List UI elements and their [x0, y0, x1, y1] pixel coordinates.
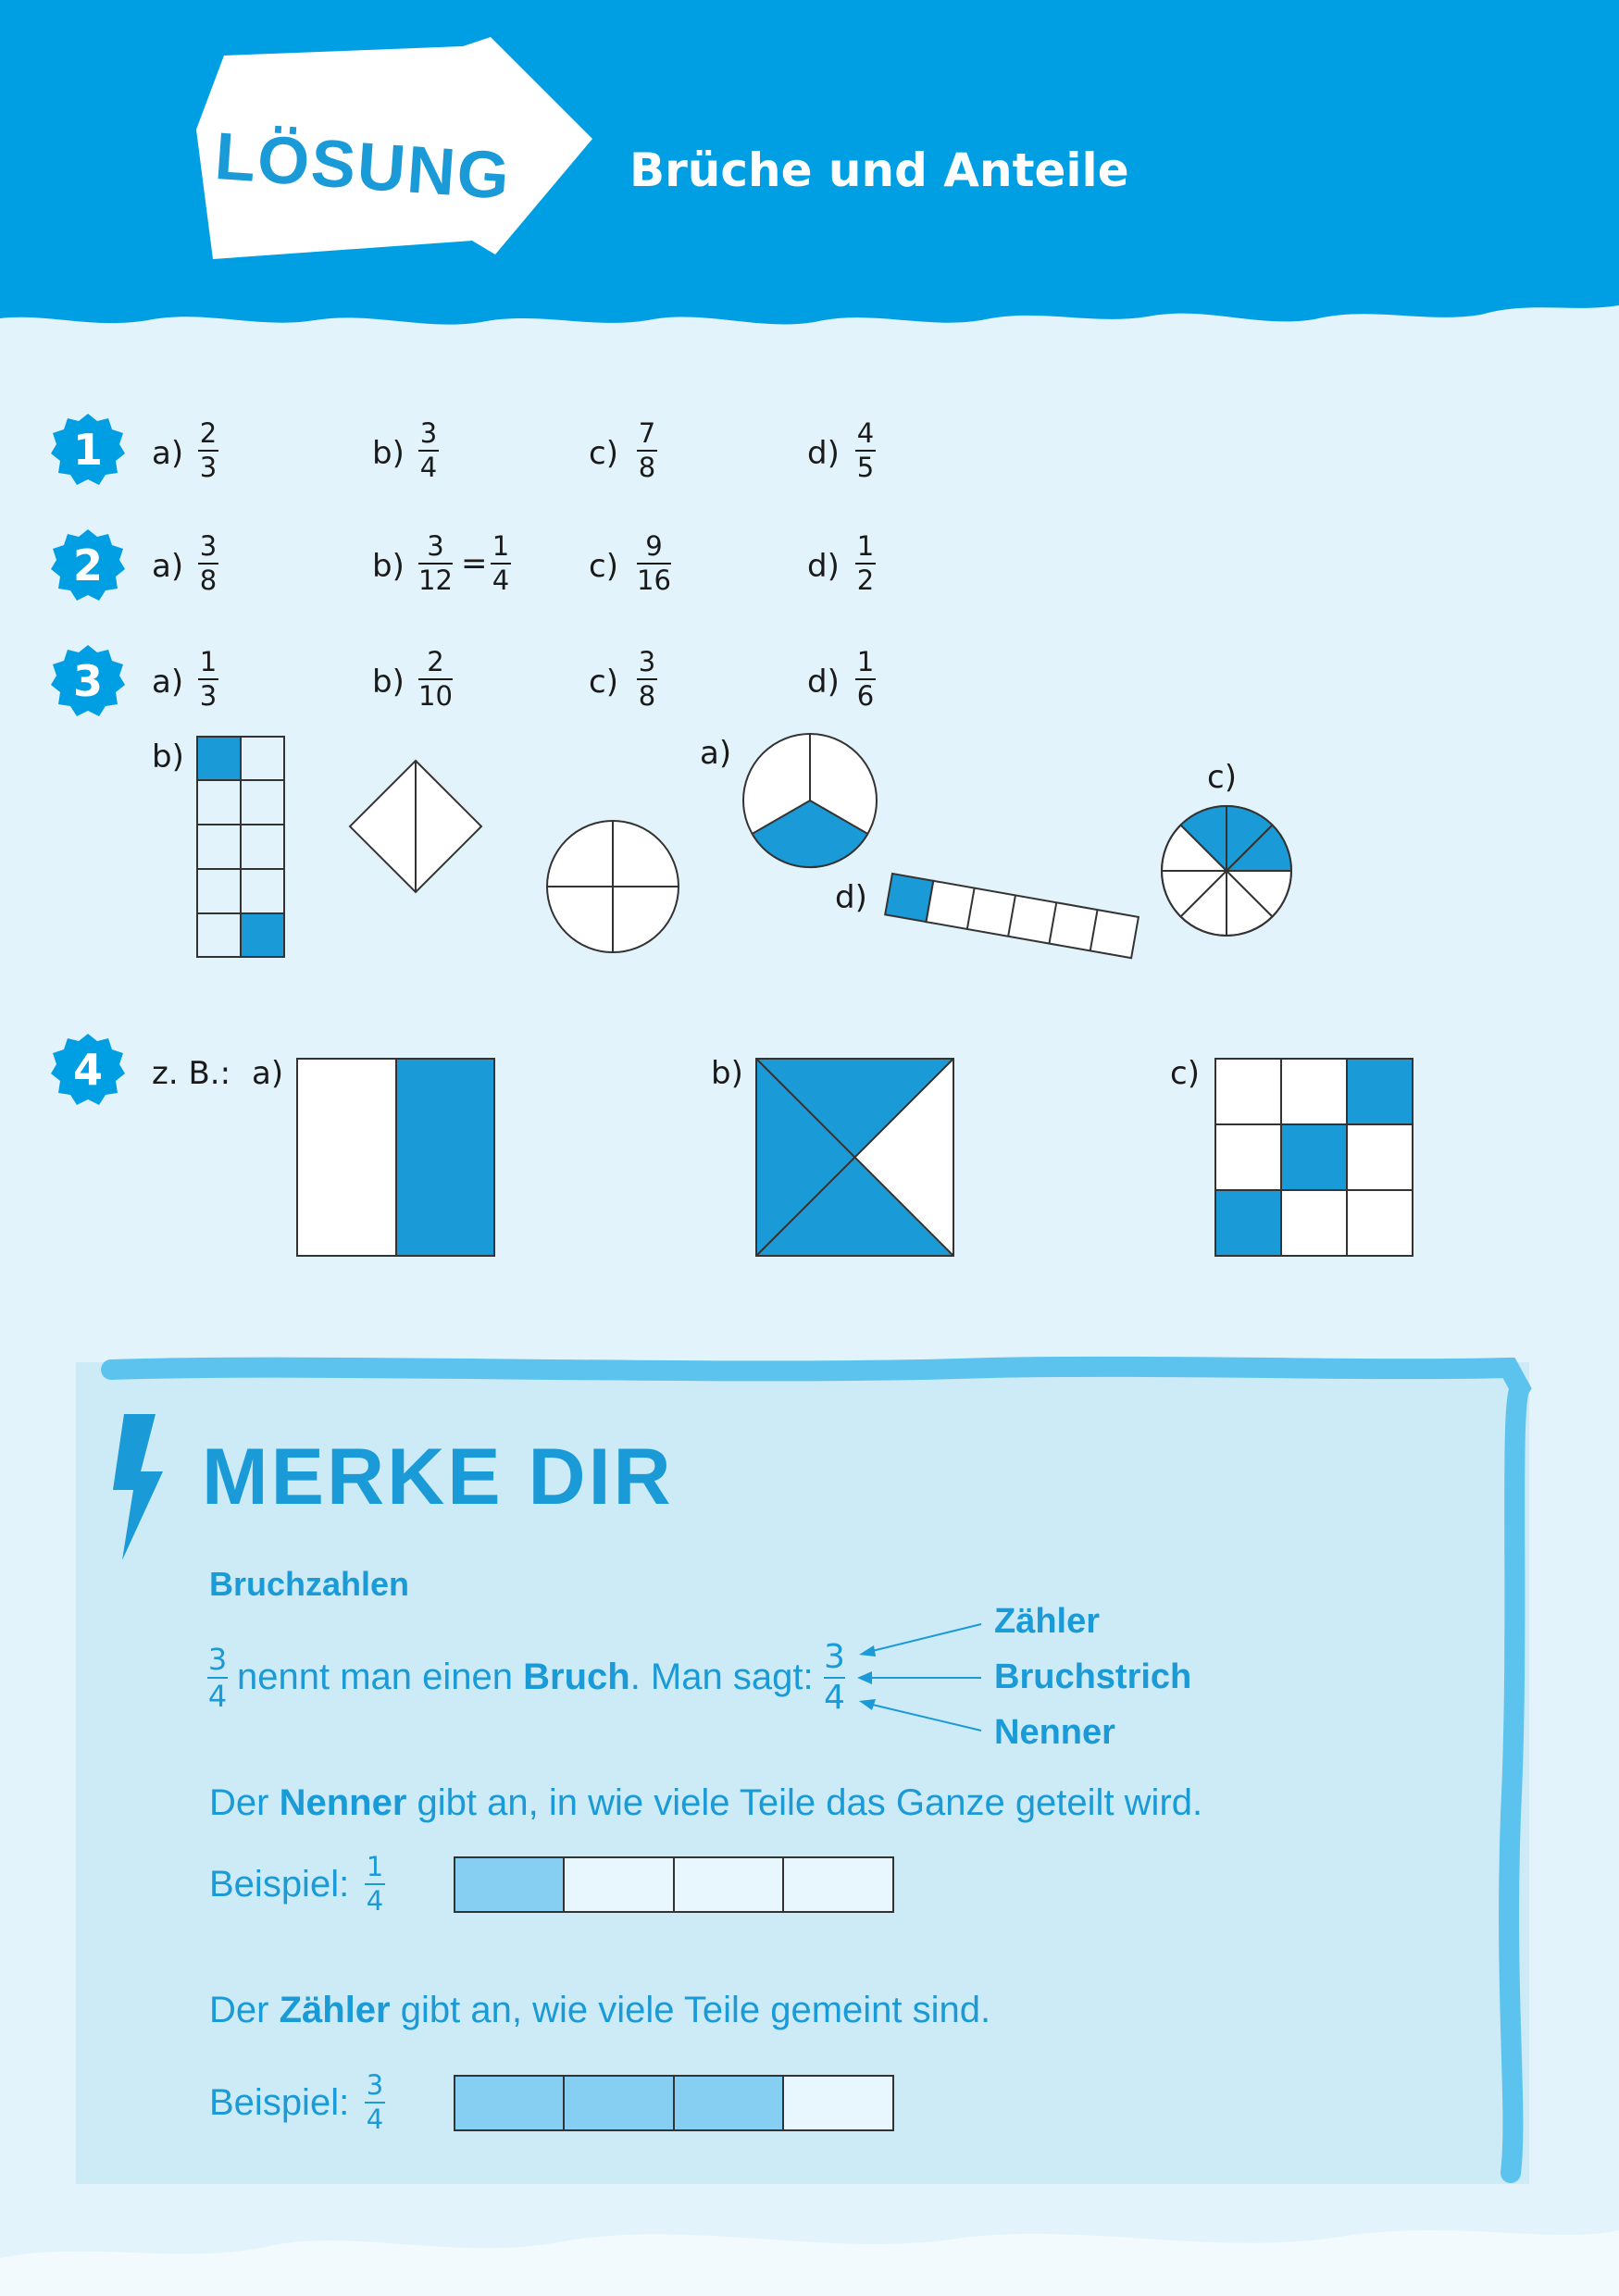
exercise-1-number: 1: [72, 425, 103, 475]
exercise-2-badge: [50, 527, 126, 603]
ex1-a-label: a): [152, 435, 184, 472]
merke-arrows: [852, 1610, 990, 1740]
ex2-b-simplified-fraction: 1 4: [492, 530, 510, 596]
ex2-d-label: d): [807, 548, 840, 585]
ex1-c-label: c): [589, 435, 618, 472]
ex1-a-fraction: 2 3: [199, 417, 218, 483]
ex3-d-label: d): [807, 664, 840, 701]
exercise-4-badge: [50, 1032, 126, 1108]
ex3-fig-a-label: a): [700, 735, 732, 772]
merke-label-zaehler: Zähler: [994, 1602, 1101, 1641]
ex3-grid-figure: [196, 736, 285, 958]
ex3-d-fraction: 1 6: [856, 646, 875, 712]
ex1-b-label: b): [372, 435, 405, 472]
merke-label-bruchstrich: Bruchstrich: [994, 1657, 1192, 1696]
ex1-c-fraction: 7 8: [638, 417, 656, 483]
ex2-b-equals: =: [461, 545, 488, 582]
ex3-fig-d-label: d): [835, 879, 867, 916]
ex2-d-fraction: 1 2: [856, 530, 875, 596]
merke-beispiel2-bar: [454, 2075, 894, 2132]
ex3-b-label: b): [372, 664, 405, 701]
bottom-brush-decoration: [0, 2203, 1619, 2296]
merke-beispiel1-fraction: 1 4: [366, 1851, 384, 1917]
ex3-a-fraction: 1 3: [199, 646, 218, 712]
ex3-c-label: c): [589, 664, 618, 701]
ex2-a-fraction: 3 8: [199, 530, 218, 596]
merke-beispiel2-fraction: 3 4: [366, 2069, 384, 2135]
ex3-c-fraction: 3 8: [638, 646, 656, 712]
merke-beispiel1-label: Beispiel:: [209, 1864, 350, 1905]
ex3-circle-eighths-figure: [1159, 803, 1294, 938]
merke-label-nenner: Nenner: [994, 1713, 1115, 1752]
ex3-fig-b-label: b): [152, 738, 184, 776]
ex4-grid-nine-figure: [1214, 1058, 1414, 1258]
merke-zaehler-sentence: Der Zähler gibt an, wie viele Teile gemeint sind.: [209, 1990, 991, 2030]
ex2-c-label: c): [589, 548, 618, 585]
merke-bruch-fraction: 3 4: [207, 1642, 228, 1714]
ex3-b-fraction: 2 10: [418, 646, 453, 712]
ex4-square-triangles-figure: [755, 1058, 955, 1258]
page-subtitle: Brüche und Anteile: [629, 143, 1129, 197]
ex3-circle-quarters-figure: [544, 818, 681, 955]
ex4-c-label: c): [1170, 1055, 1200, 1092]
ex1-b-fraction: 3 4: [419, 417, 438, 483]
exercise-2-number: 2: [72, 540, 103, 590]
ex2-b-fraction: 3 12: [418, 530, 453, 596]
ex4-prefix: z. B.:: [152, 1055, 231, 1092]
ex3-diamond-figure: [348, 759, 483, 894]
lightning-icon: [111, 1414, 167, 1562]
ex3-fig-c-label: c): [1207, 759, 1237, 796]
merke-example-fraction: 3 4: [824, 1638, 845, 1717]
merke-heading: Bruchzahlen: [209, 1565, 410, 1603]
ex1-d-label: d): [807, 435, 840, 472]
exercise-1-badge: [50, 412, 126, 488]
exercise-3-number: 3: [72, 656, 103, 706]
ex3-a-label: a): [152, 664, 184, 701]
exercise-3-badge: [50, 643, 126, 719]
ex2-a-label: a): [152, 548, 184, 585]
ex2-c-fraction: 9 16: [637, 530, 671, 596]
merke-beispiel1-bar: [454, 1856, 894, 1914]
ex3-strip-figure: [887, 870, 1155, 990]
merke-nenner-sentence: Der Nenner gibt an, in wie viele Teile das Ganze geteilt wird.: [209, 1782, 1203, 1823]
merke-title: MERKE DIR: [202, 1433, 674, 1521]
ex1-d-fraction: 4 5: [856, 417, 875, 483]
loesung-title: LÖSUNG: [212, 118, 514, 215]
ex3-circle-thirds-figure: [741, 731, 879, 870]
ex4-a-label: a): [252, 1055, 284, 1092]
merke-beispiel2-label: Beispiel:: [209, 2082, 350, 2123]
ex2-b-label: b): [372, 548, 405, 585]
ex4-rect-halves-figure: [296, 1058, 496, 1258]
ex4-b-label: b): [711, 1055, 743, 1092]
exercise-4-number: 4: [72, 1045, 103, 1095]
merke-bruch-sentence: nennt man einen Bruch. Man sagt:: [237, 1657, 814, 1697]
